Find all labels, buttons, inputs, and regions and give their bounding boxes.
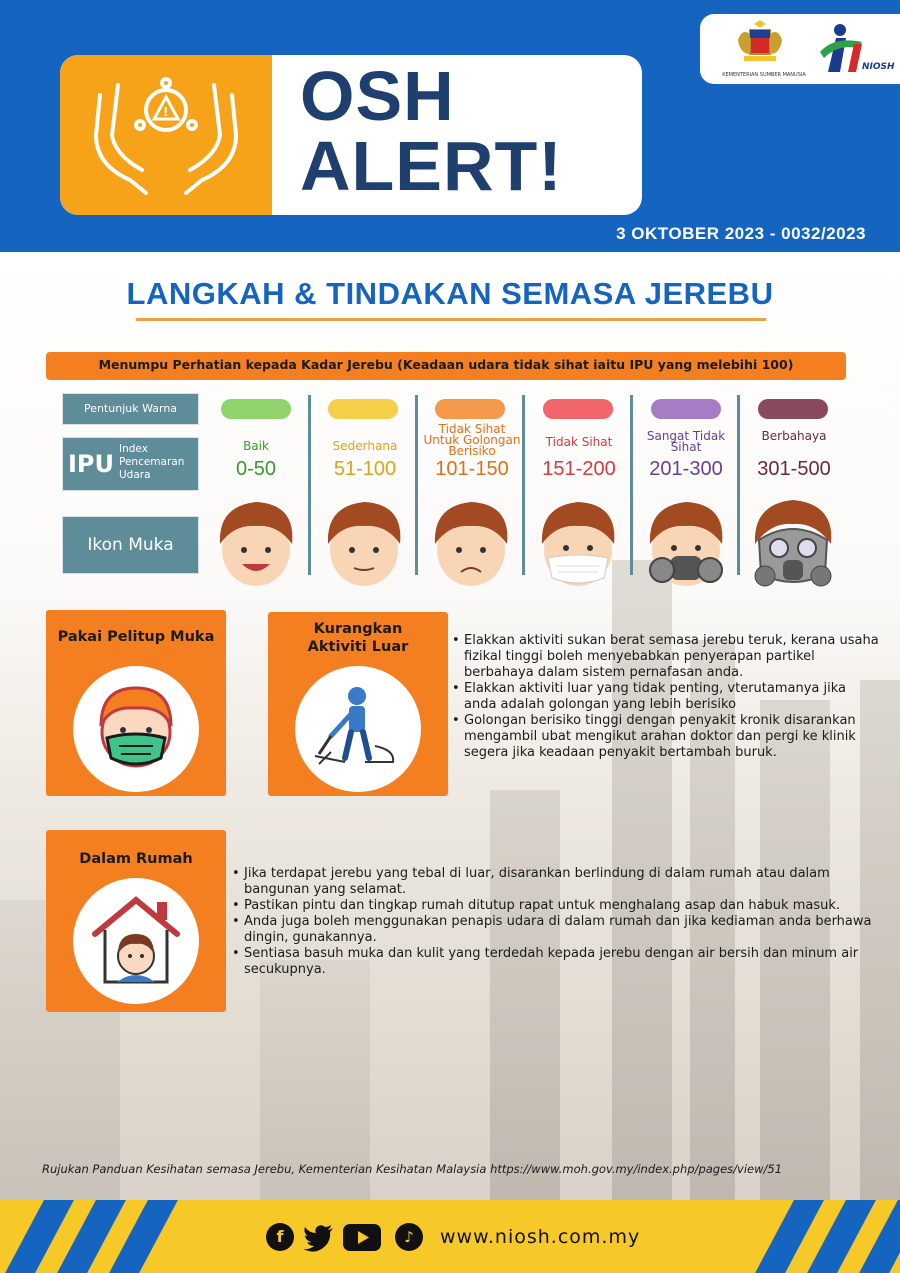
person-in-house-icon: [73, 878, 199, 1004]
category-range: 51-100: [333, 458, 397, 480]
reference-note: Rujukan Panduan Kesihatan semasa Jerebu, Kementerian Kesihatan Malaysia https://www.moh.gov.my/index.php/pages/view/51: [42, 1162, 783, 1176]
category-name: Sangat Tidak Sihat: [646, 429, 726, 454]
color-pill: [435, 399, 505, 419]
banner-text: Menumpu Perhatian kepada Kadar Jerebu (Keadaan udara tidak sihat iaitu IPU yang melebihi 100): [98, 357, 794, 372]
twitter-icon[interactable]: [303, 1222, 335, 1252]
footer: [0, 1200, 900, 1273]
column-divider: [522, 395, 525, 575]
color-pill: [328, 399, 398, 419]
card-circle: [295, 666, 421, 792]
face-icon-label: Ikon Muka: [62, 516, 199, 574]
logo-box: [700, 14, 900, 84]
column-divider: [737, 395, 740, 575]
list-item: • Sentiasa basuh muka dan kulit yang terdedah kepada jerebu dengan air bersih dan minum air secukupnya.: [232, 946, 882, 978]
niosh-label: NIOSH: [862, 62, 895, 72]
svg-text:!: !: [163, 105, 169, 119]
card-circle: [73, 666, 199, 792]
category-range: 301-500: [757, 458, 831, 480]
ministry-label: KEMENTERIAN SUMBER MANUSIA: [722, 72, 806, 78]
card-wear-mask: [46, 610, 226, 796]
card-title-line-1: Kurangkan: [313, 621, 403, 637]
list-item: • Golongan berisiko tinggi dengan penyakit kronik disarankan mengambil ubat mengikut arahan doktor dan pergi ke klinik segera jika keadaan penyakit bertambah buruk.: [452, 713, 882, 761]
category-name: Berbahaya: [761, 429, 827, 443]
mask-face-icon: [530, 494, 626, 590]
category-name: Baik: [243, 439, 269, 453]
building-silhouette: [490, 790, 560, 1200]
page-title: [300, 57, 563, 205]
tiktok-icon[interactable]: ♪: [395, 1223, 423, 1251]
outdoor-advice-list: [452, 633, 882, 761]
card-circle: [73, 878, 199, 1004]
list-item: • Pastikan pintu dan tingkap rumah ditutup rapat untuk menghalang asap dan habuk masuk.: [232, 898, 882, 914]
color-pill: [221, 399, 291, 419]
header: [0, 0, 900, 252]
facebook-icon[interactable]: f: [266, 1223, 294, 1251]
ipu-long: Index Pencemaran Udara: [119, 443, 185, 481]
list-item: • Elakkan aktiviti luar yang tidak penting, vterutamanya jika anda adalah golongan yang lebih berisiko: [452, 681, 882, 713]
category-range: 151-200: [542, 458, 616, 480]
neutral-face-icon: [316, 494, 412, 590]
list-item: • Anda juga boleh menggunakan penapis udara di dalam rumah dan jika kediaman anda berhawa dingin, gunakannya.: [232, 914, 882, 946]
youtube-icon[interactable]: [343, 1224, 381, 1251]
category-range: 101-150: [435, 458, 509, 480]
hands-warning-icon: [60, 55, 272, 215]
title-box: [60, 55, 642, 215]
card-stay-indoors: [46, 830, 226, 1012]
category-name: Sederhana: [332, 439, 398, 453]
issue-date: 3 OKTOBER 2023 - 0032/2023: [616, 224, 866, 243]
card-reduce-outdoor: [268, 612, 448, 796]
respirator-face-icon: [638, 494, 734, 590]
column-divider: [308, 395, 311, 575]
column-divider: [415, 395, 418, 575]
happy-face-icon: [208, 494, 304, 590]
main-heading: LANGKAH & TINDAKAN SEMASA JEREBU: [126, 276, 774, 311]
list-item: • Elakkan aktiviti sukan berat semasa jerebu teruk, kerana usaha fizikal tinggi boleh menyebabkan penyerapan partikel berbahaya dalam sistem pernafasan anda.: [452, 633, 882, 681]
air-quality-banner: [46, 352, 846, 380]
color-indicator-label: Pentunjuk Warna: [62, 393, 199, 425]
column-divider: [630, 395, 633, 575]
ipu-short: IPU: [68, 450, 115, 478]
gas-mask-face-icon: [745, 494, 841, 590]
heading-underline: [136, 318, 766, 321]
category-name: Tidak Sihat: [545, 435, 613, 449]
card-title: Dalam Rumah: [79, 851, 193, 867]
sad-face-icon: [423, 494, 519, 590]
website-link[interactable]: www.niosh.com.my: [440, 1226, 641, 1248]
masked-person-icon: [73, 666, 199, 792]
color-pill: [651, 399, 721, 419]
worker-outdoor-icon: [295, 666, 421, 792]
ipu-label: [62, 437, 199, 491]
card-title: Pakai Pelitup Muka: [57, 629, 215, 645]
list-item: • Jika terdapat jerebu yang tebal di luar, disarankan berlindung di dalam rumah atau dalam bangunan yang selamat.: [232, 866, 882, 898]
title-line-1: OSH: [300, 57, 455, 135]
ministry-crest-icon: [734, 20, 786, 70]
card-title: [268, 620, 448, 656]
indoor-advice-list: [232, 866, 882, 978]
title-line-2: ALERT!: [300, 127, 563, 205]
color-pill: [758, 399, 828, 419]
card-title-line-2: Aktiviti Luar: [307, 639, 409, 655]
category-name: Tidak Sihat Untuk Golongan Berisiko: [423, 422, 521, 458]
color-pill: [543, 399, 613, 419]
category-range: 0-50: [235, 458, 277, 480]
category-range: 201-300: [649, 458, 723, 480]
